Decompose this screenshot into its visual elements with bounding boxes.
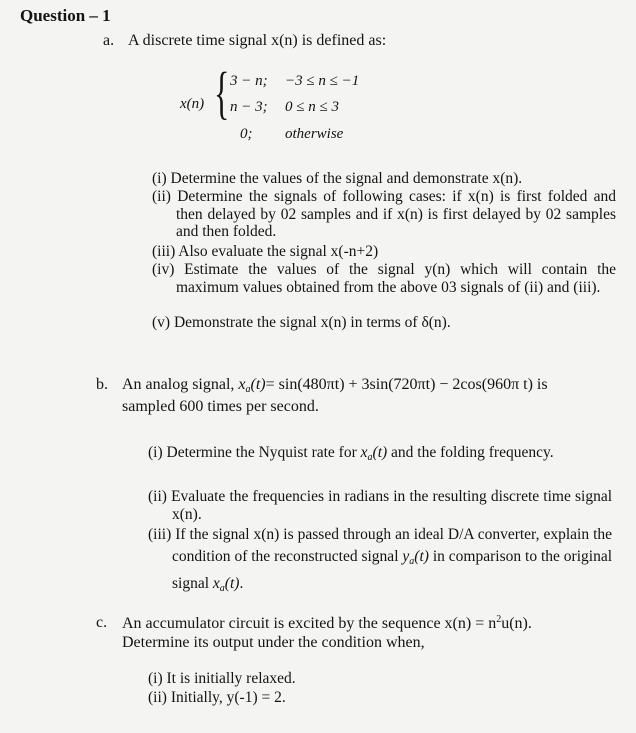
case-2-cond: 0 ≤ n ≤ 3 xyxy=(285,99,339,115)
part-b-label: b. xyxy=(96,376,108,393)
question-title: Question – 1 xyxy=(20,6,111,25)
part-c-item-2: (ii) Initially, y(-1) = 2. xyxy=(148,689,286,706)
part-c-item-1: (i) It is initially relaxed. xyxy=(148,670,296,687)
part-b-item-3: (iii) If the signal x(n) is passed through an ideal D/A converter, explain the condition of the reconstructed signal $y_a(t)$ in comparison to the original signal $x_a(t)$. xyxy=(148,526,613,594)
part-b-line1: An analog signal, $x_a(t)= \sin(480\pi t) + 3\sin(720\pi t) - 2\cos(960\pi$ t) is xyxy=(122,376,548,395)
part-b-item-2: (ii) Evaluate the frequencies in radians in the resulting discrete time signal x(n). xyxy=(148,488,613,523)
part-c-line2: Determine its output under the condition when, xyxy=(122,634,425,651)
piecewise-lhs: x(n) xyxy=(180,96,205,112)
part-a-item-1: (i) Determine the values of the signal and demonstrate x(n). xyxy=(152,170,523,187)
part-a-intro: A discrete time signal x(n) is defined as: xyxy=(128,32,387,49)
part-b-line2: sampled 600 times per second. xyxy=(122,398,319,415)
part-c-label: c. xyxy=(96,614,108,631)
part-a-item-3: (iii) Also evaluate the signal x(-n+2) xyxy=(152,243,379,260)
part-b-item-1: (i) Determine the Nyquist rate for $x_a(t)$ and the folding frequency. xyxy=(148,444,554,463)
piecewise-brace: { xyxy=(214,60,230,125)
part-a-item-4: (iv) Estimate the values of the signal y(n) which will contain the maximum values obtained from the above 03 signals of (ii) and (iii). xyxy=(152,261,616,296)
case-2-expr: n − 3; xyxy=(230,99,268,115)
case-1-expr: 3 − n; xyxy=(230,73,268,89)
part-a-label: a. xyxy=(103,32,115,49)
case-3-cond: otherwise xyxy=(285,126,344,142)
part-c-line1: An accumulator circuit is excited by the sequence $x(n) = n^2u(n)$. xyxy=(122,614,532,632)
case-3-expr: 0; xyxy=(240,126,253,142)
part-a-item-5: (v) Demonstrate the signal x(n) in terms of δ(n). xyxy=(152,314,451,331)
case-1-cond: −3 ≤ n ≤ −1 xyxy=(285,73,360,89)
part-a-item-2: (ii) Determine the signals of following cases: if x(n) is first folded and then delayed by 02 samples and if x(n) is first delayed by 02 samples and then folded. xyxy=(152,188,616,240)
